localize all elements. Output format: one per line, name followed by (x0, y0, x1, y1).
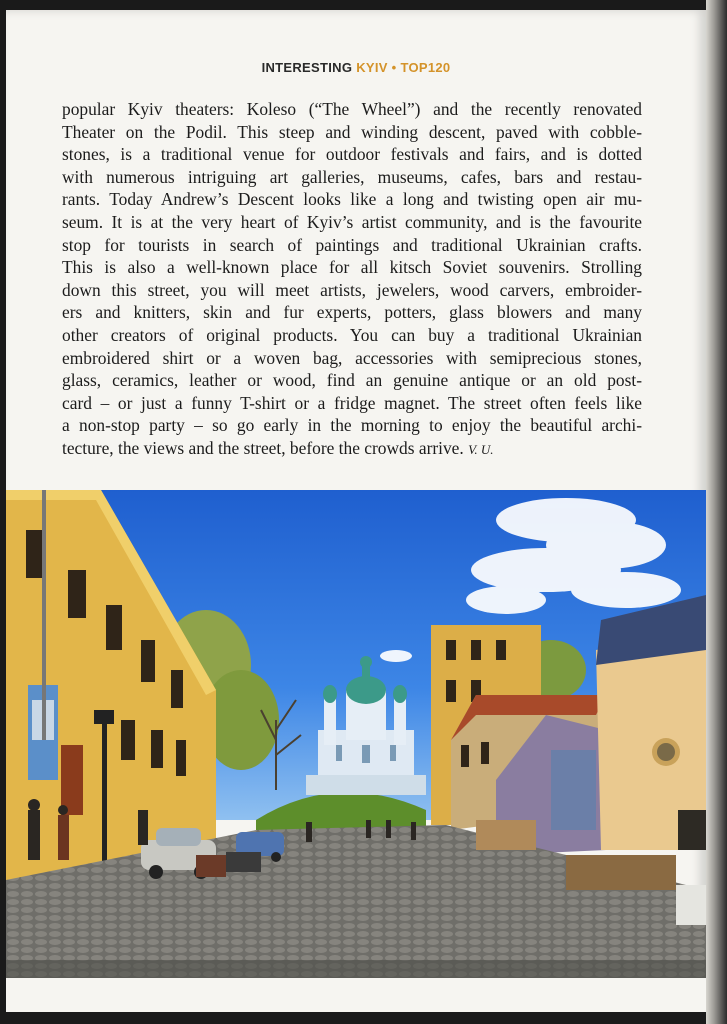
body-line: This is also a well-known place for all kitsch Soviet souvenirs. Strolling (62, 257, 642, 278)
body-line: embroidered shirt or a woven bag, accessories with semiprecious stones, (62, 347, 642, 368)
book-spine-edge (706, 0, 727, 1024)
body-line: other creators of original products. You can buy a traditional Ukrainian (62, 324, 642, 345)
body-line: stop for tourists in search of paintings and traditional Ukrainian crafts. (62, 234, 642, 255)
header-tag: TOP120 (400, 60, 451, 75)
body-line: seum. It is at the very heart of Kyiv’s artist community, and is the favourite (62, 211, 642, 232)
corner-building (596, 595, 706, 850)
road-shadow (6, 960, 706, 978)
body-line: glass, ceramics, leather or wood, find an genuine antique or an old post- (62, 370, 642, 391)
body-line-last (62, 437, 642, 462)
body-line: card – or just a funny T-shirt or a fridge magnet. The street often feels like (62, 392, 642, 413)
body-line: down this street, you will meet artists, jewelers, wood carvers, embroider- (62, 279, 642, 300)
author-initials: V. U. (468, 441, 494, 457)
page-bottom-margin (6, 978, 706, 1012)
body-line: ers and knitters, skin and fur experts, potters, glass blowers and many (62, 302, 642, 323)
street-photo (6, 490, 706, 978)
page-header (6, 60, 706, 75)
header-separator: • (391, 60, 397, 75)
header-section: INTERESTING (261, 60, 353, 75)
body-line: a non-stop party – so go early in the morning to enjoy the beautiful archi- (62, 415, 642, 436)
header-city: KYIV (356, 60, 388, 75)
magazine-page (6, 10, 706, 1012)
body-line: rants. Today Andrew’s Descent looks like a long and twisting open air mu- (62, 189, 642, 210)
article-body (62, 98, 642, 462)
body-line-text: tecture, the views and the street, before the crowds arrive. (62, 437, 464, 458)
street-photo-illustration (6, 490, 706, 978)
body-line: with numerous intriguing art galleries, museums, cafes, bars and restau- (62, 166, 642, 187)
body-line: popular Kyiv theaters: Koleso (“The Wheel”) and the recently renovated (62, 99, 642, 119)
drain-pipe (42, 490, 46, 740)
body-line: stones, is a traditional venue for outdoor festivals and fairs, and is dotted (62, 144, 642, 165)
body-line: Theater on the Podil. This steep and winding descent, paved with cobble- (62, 121, 642, 142)
